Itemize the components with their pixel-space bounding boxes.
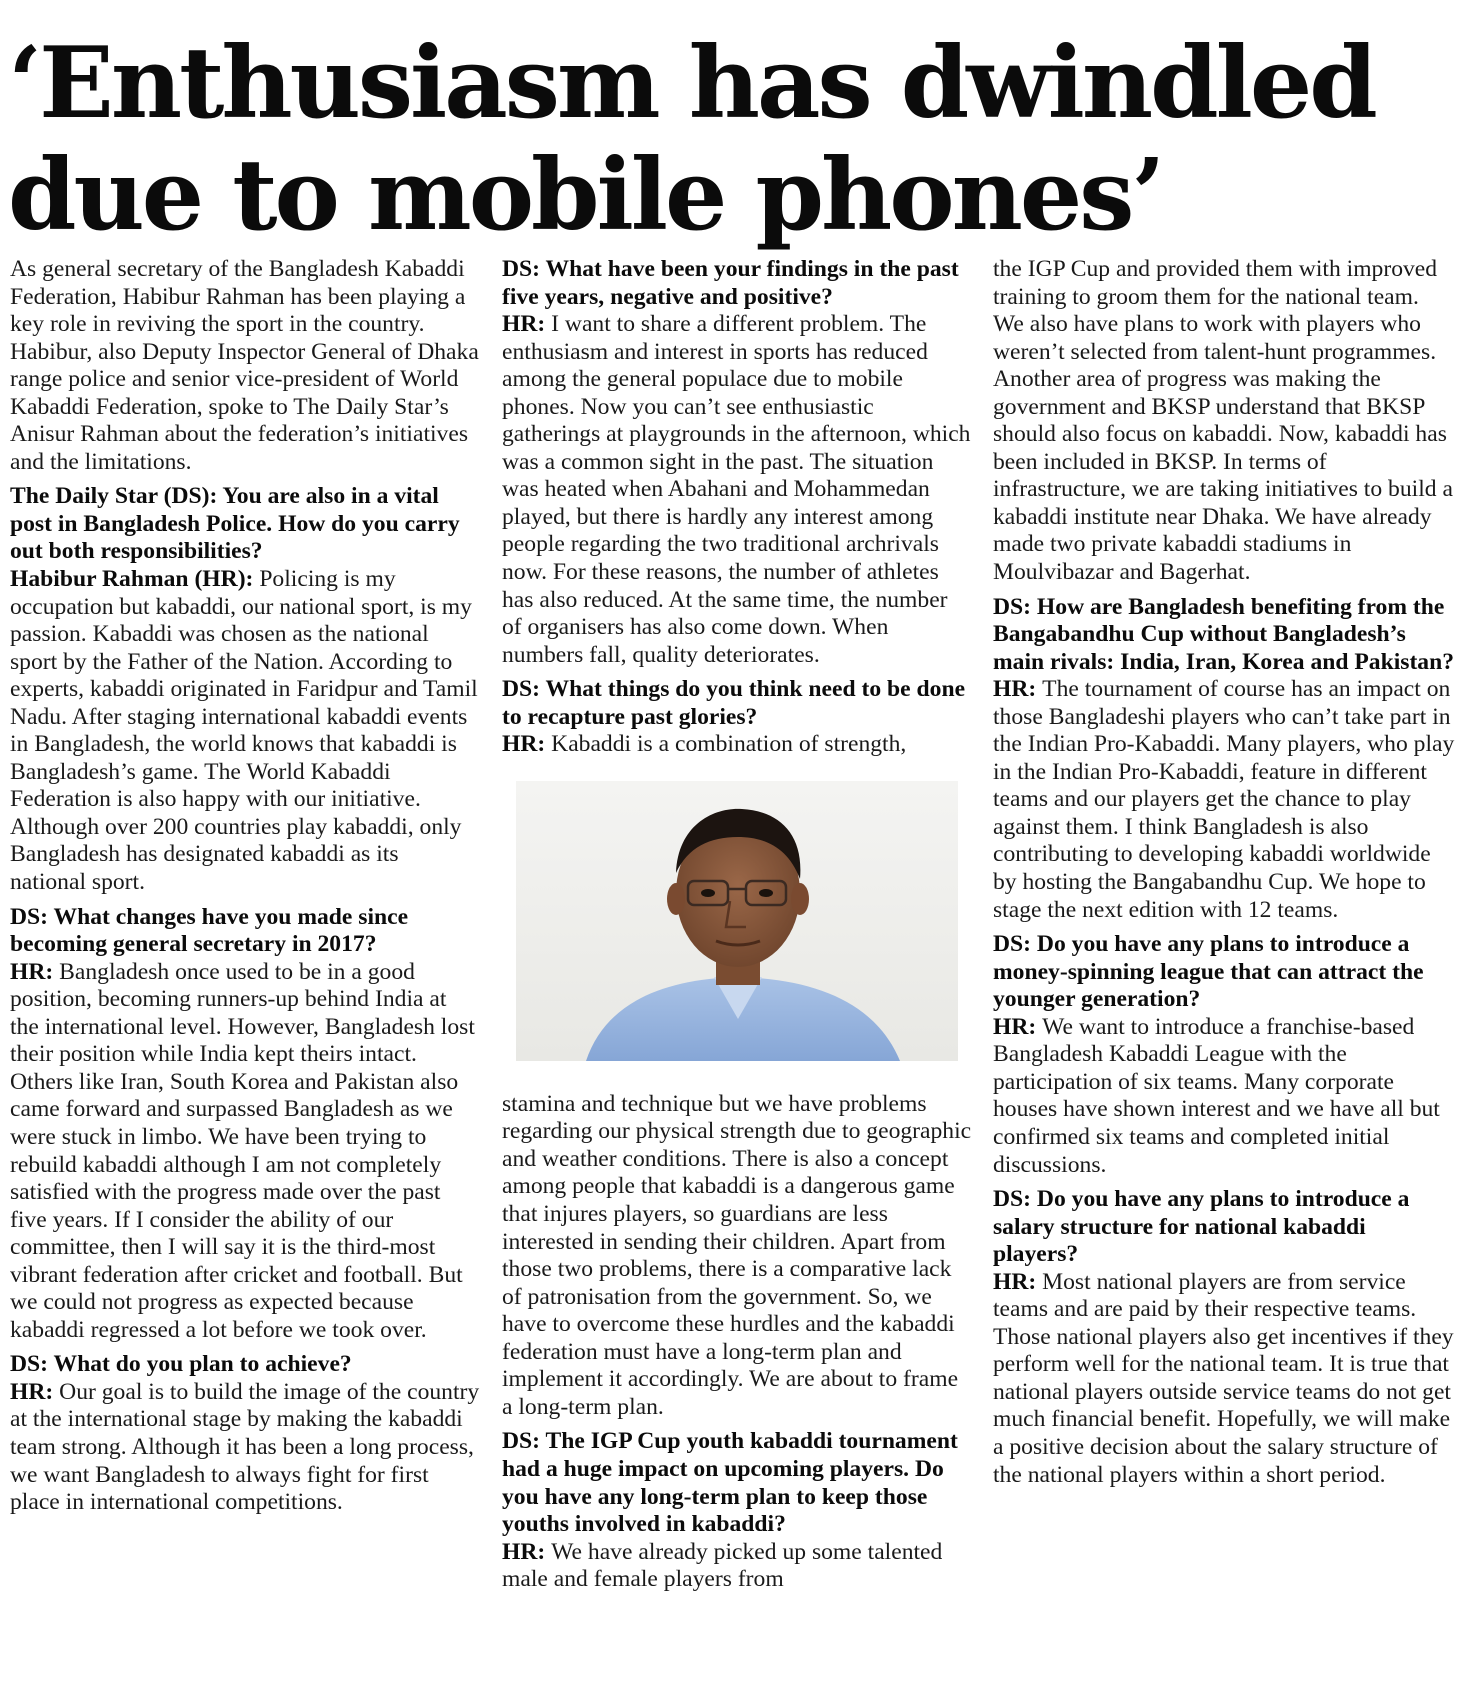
question: DS: What changes have you made since becoming general secretary in 2017? [10,903,409,958]
portrait-photo [516,781,958,1061]
question: DS: Do you have any plans to introduce a money-spinning league that can attract the younger generation? [993,931,1424,1013]
answer-tag: HR: [10,958,60,985]
question: DS: What have been your findings in the past five years, negative and positive? [502,256,959,310]
answer: Our goal is to build the image of the country at the international stage by making the kabaddi team strong. Although it has been a long process, we want Bangladesh to always fight for first place in international competitions. [10,1378,480,1516]
answer-tag: HR: [502,1538,552,1565]
question: DS: What things do you think need to be done to recapture past glories? [502,676,966,730]
qa-block [10,483,480,896]
answer: Bangladesh once used to be in a good position, becoming runners-up behind India at the international level. However, Bangladesh lost their position while India kept theirs intact. Others like Iran, South Korea and Pakistan also came forward and surpassed Bangladesh as we were stuck in limbo. We have been trying to rebuild kabaddi although I am not completely satisfied with the progress made over the past five years. If I consider the ability of our committee, then I will say it is the third-most vibrant federation after cricket and football. But we could not progress as expected because kabaddi regressed a lot before we took over. [10,958,475,1343]
qa-block [10,904,480,1345]
answer: We want to introduce a franchise-based Bangladesh Kabaddi League with the participation of six teams. Many corporate houses have shown interest and we have all but confirmed six teams and completed initial discussions. [993,1013,1440,1178]
answer-tag: HR: [993,1013,1043,1040]
answer: We have already picked up some talented male and female players from [502,1538,943,1593]
answer-tag: HR: [502,731,552,758]
answer-tag: HR: [993,676,1043,703]
answer-continued: the IGP Cup and provided them with improved training to groom them for the national team. We also have plans to work with players who weren’t selected from talent-hunt programmes. Another area of progress was making the government and BKSP understand that BKSP should also focus on kabaddi. Now, kabaddi has been included in BKSP. In terms of infrastructure, we are taking initiatives to build a kabaddi institute near Dhaka. We have already made two private kabaddi stadiums in Moulvibazar and Bagerhat. [993,256,1453,586]
answer: Most national players are from service teams and are paid by their respective teams. Those national players also get incentives if they perform well for the national team. It is true that national players outside service teams do not get much financial benefit. Hopefully, we will make a positive decision about the salary structure of the national players within a short period. [993,1268,1454,1488]
answer: The tournament of course has an impact on those Bangladeshi players who can’t take part in the Indian Pro-Kabaddi. Many players, who play in the Indian Pro-Kabaddi, feature in different teams and our players get the chance to play against them. I think Bangladesh is also contributing to developing kabaddi worldwide by hosting the Bangabandhu Cup. We hope to stage the next edition with 12 teams. [993,676,1455,923]
qa-block [10,1351,480,1516]
answer-tag: HR: [10,1378,60,1405]
intro-paragraph: As general secretary of the Bangladesh Kabaddi Federation, Habibur Rahman has been playing a key role in reviving the sport in the country. Habibur, also Deputy Inspector General of Dhaka range police and senior vice-president of World Kabaddi Federation, spoke to The Daily Star’s Anisur Rahman about the federation’s initiatives and the limitations. [10,256,479,475]
question: DS: Do you have any plans to introduce a salary structure for national kabaddi players? [993,1186,1410,1268]
column-1 [10,256,480,1681]
qa-block [502,676,972,759]
qa-block [502,256,972,669]
qa-block [502,1428,972,1593]
answer: I want to share a different problem. The enthusiasm and interest in sports has reduced among the general populace due to mobile phones. Now you can’t see enthusiastic gatherings at playgrounds in the afternoon, which was a common sight in the past. The situation was heated when Abahani and Mohammedan played, but there is hardly any interest among people regarding the two traditional archrivals now. For these reasons, the number of athletes has also reduced. At the same time, the number of organisers has also come down. When numbers fall, quality deteriorates. [502,311,971,668]
column-2 [502,256,972,1681]
qa-block [993,594,1455,925]
answer-tag: Habibur Rahman (HR): [10,566,260,593]
question: DS: How are Bangladesh benefiting from the Bangabandhu Cup without Bangladesh’s main rivals: India, Iran, Korea and Pakistan? [993,593,1455,675]
question: DS: What do you plan to achieve? [10,1351,352,1378]
portrait-illustration [516,781,958,1061]
qa-block [993,931,1455,1179]
question: DS: The IGP Cup youth kabaddi tournament had a huge impact on upcoming players. Do you have any long-term plan to keep those youths involved in kabaddi? [502,1428,958,1538]
answer-continued: stamina and technique but we have problems regarding our physical strength due to geographic and weather conditions. There is also a concept among people that kabaddi is a dangerous game that injures players, so guardians are less interested in sending their children. Apart from those two problems, there is a comparative lack of patronisation from the government. So, we have to overcome these hurdles and the kabaddi federation must have a long-term plan and implement it accordingly. We are about to frame a long-term plan. [502,1090,972,1420]
column-3 [993,256,1455,1681]
answer-tag: HR: [993,1268,1043,1295]
answer: Policing is my occupation but kabaddi, our national sport, is my passion. Kabaddi was chosen as the national sport by the Father of the Nation. According to experts, kabaddi originated in Faridpur and Tamil Nadu. After staging international kabaddi events in Bangladesh, the world knows that kabaddi is Bangladesh’s game. The World Kabaddi Federation is also happy with our initiative. Although over 200 countries play kabaddi, only Bangladesh has designated kabaddi as its national sport. [10,566,478,896]
answer-tag: HR: [502,311,552,338]
answer: Kabaddi is a combination of strength, [551,731,907,758]
headline: ‘Enthusiasm has dwindled due to mobile phones’ [8,26,1375,253]
qa-block [993,1186,1455,1489]
question: The Daily Star (DS): You are also in a vital post in Bangladesh Police. How do you carry out both responsibilities? [10,483,460,565]
